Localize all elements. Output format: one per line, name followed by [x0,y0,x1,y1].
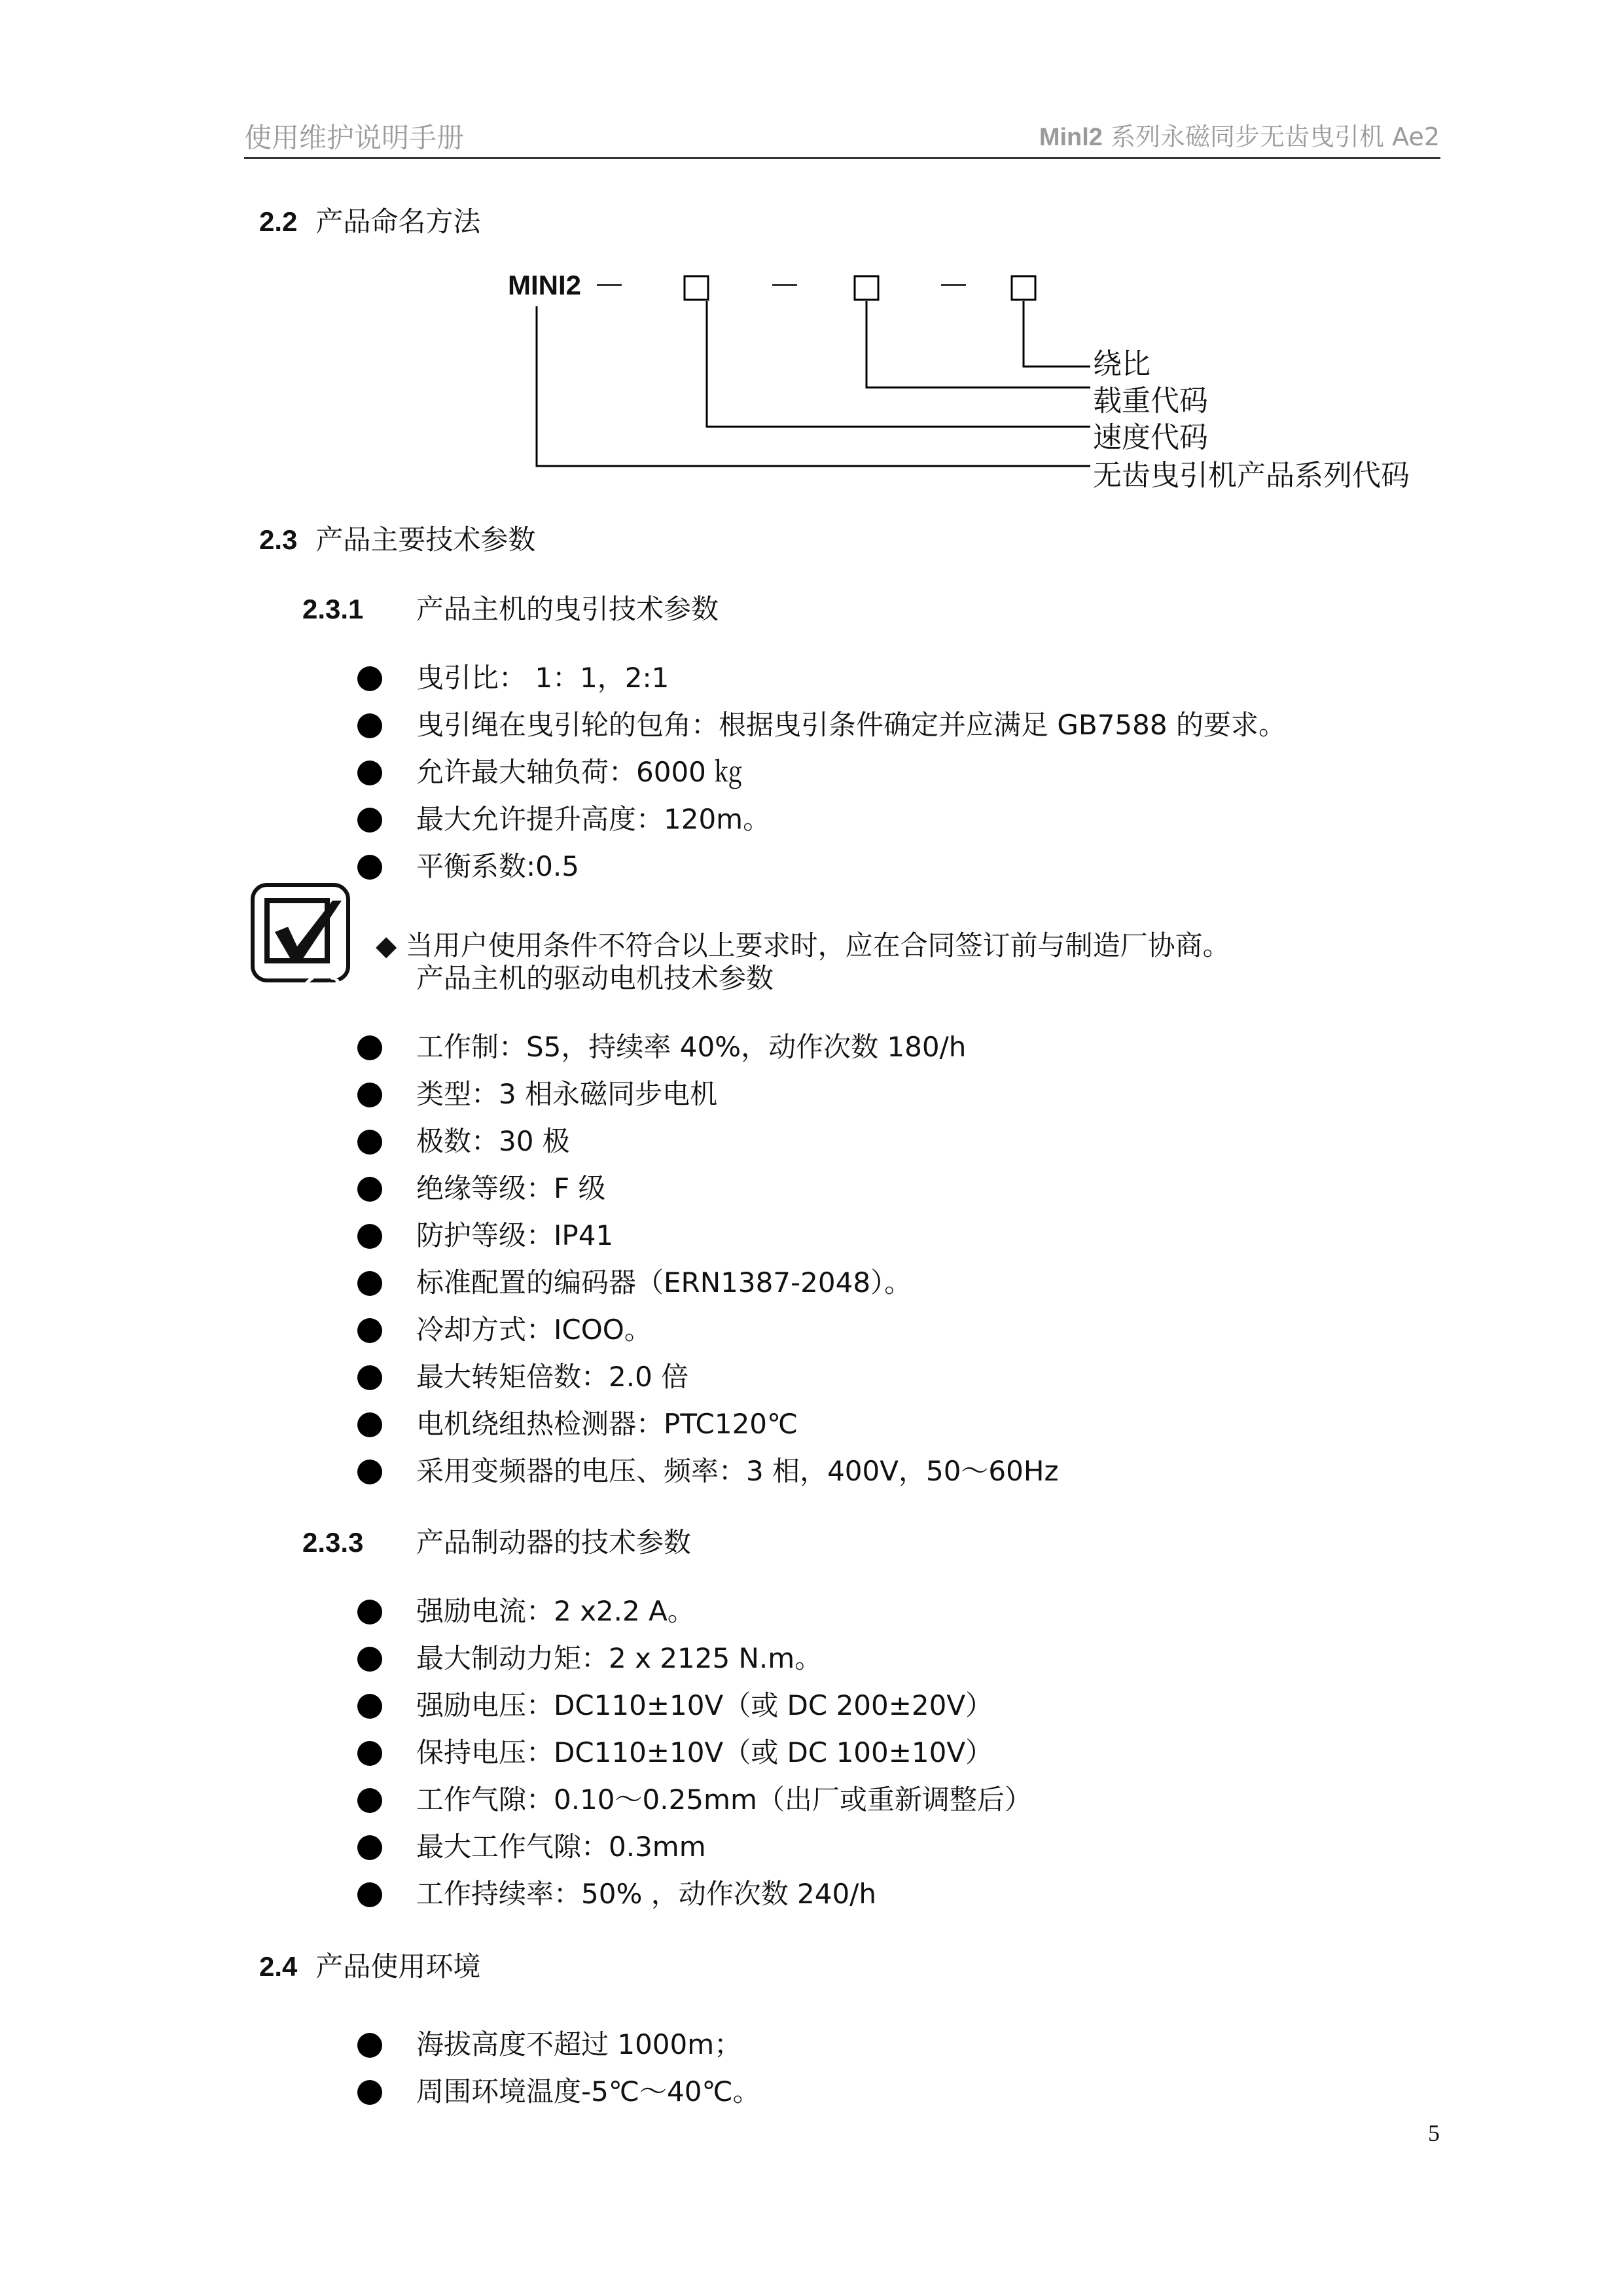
list-item [0,1639,1374,1678]
working-air-gap: 工作气隙：0.10～0.25mm（出厂或重新调整后） [416,1784,1032,1816]
heading-2-2-title: 产品命名方法 [315,206,481,238]
load-leader-line [866,301,1090,387]
bullet-icon [357,713,382,738]
header-product-series: 系列永磁同步无齿曳引机 Ae2 [1102,122,1440,151]
heading-2-3-2-title: 产品主机的驱动电机技术参数 [416,962,774,994]
max-torque-ratio: 最大转矩倍数：2.0 倍 [416,1361,689,1393]
header-model: Minl2 [1039,124,1103,151]
list-item [0,1169,1374,1208]
bullet-icon [357,1647,382,1672]
heading-2-2-number: 2.2 [259,206,298,237]
list-item [0,753,1374,792]
heading-2-3-1-number: 2.3.1 [302,594,364,624]
heading-2-3-1-title: 产品主机的曳引技术参数 [416,593,719,625]
thermal-detector: 电机绕组热检测器：PTC120℃ [416,1408,798,1440]
ambient-temperature: 周围环境温度-5℃～40℃。 [416,2075,760,2108]
bullet-icon [357,1835,382,1860]
list-item [0,1780,1374,1820]
heading-2-3-title: 产品主要技术参数 [315,524,536,556]
series-leader-line [537,306,1090,466]
list-item [0,658,1374,698]
bullet-icon [357,1130,382,1155]
list-item [0,1827,1374,1867]
bullet-icon [357,1460,382,1484]
balance-coefficient: 平衡系数:0.5 [416,850,579,882]
max-shaft-load: 允许最大轴负荷：6000 ㎏ [416,756,743,788]
label-roping: 绕比 [1093,348,1150,381]
bullet-icon [357,1271,382,1296]
excitation-current: 强励电流：2 x2.2 A。 [416,1595,695,1627]
brake-duty-cycle: 工作持续率：50% ，动作次数 240/h [416,1878,876,1910]
list-item [0,1216,1374,1255]
naming-dash-1: — [596,267,623,299]
list-item [0,1357,1374,1397]
motor-type: 类型：3 相永磁同步电机 [416,1078,718,1110]
heading-2-3-number: 2.3 [259,524,298,555]
encoder: 标准配置的编码器（ERN1387-2048）。 [416,1266,912,1299]
list-item [0,800,1374,839]
list-item [0,706,1374,745]
list-item [0,1874,1374,1914]
heading-2-4-title: 产品使用环境 [315,1950,481,1982]
usage-note: ◆ 当用户使用条件不符合以上要求时，应在合同签订前与制造厂协商。 [376,929,1230,961]
list-item [0,1733,1374,1772]
bullet-icon [357,855,382,880]
traction-ratio: 曳引比： 1：1，2:1 [416,662,669,694]
bullet-icon [357,761,382,785]
list-item [0,1310,1374,1350]
list-item [0,1592,1374,1631]
holding-voltage: 保持电压：DC110±10V（或 DC 100±10V） [416,1736,993,1768]
naming-diagram [0,0,1623,524]
list-item [0,847,1374,886]
bullet-icon [357,1177,382,1202]
roping-leader-line [1024,301,1090,367]
roping-code-box [1012,276,1035,300]
naming-prefix: MINI2 [508,270,582,300]
heading-2-4-number: 2.4 [259,1951,298,1982]
list-item [0,1028,1374,1067]
heading-2-3-2 [302,957,774,996]
naming-dash-3: — [940,267,967,299]
heading-2-4 [259,1945,480,1984]
page-number: 5 [1428,2120,1440,2146]
max-braking-torque: 最大制动力矩：2 x 2125 N.m。 [416,1642,823,1674]
bullet-icon [357,1882,382,1907]
excitation-voltage: 强励电压：DC110±10V（或 DC 200±20V） [416,1689,993,1721]
heading-2-3 [259,518,535,558]
max-air-gap: 最大工作气隙：0.3mm [416,1831,706,1863]
max-lift-height: 最大允许提升高度：120m。 [416,803,771,835]
wrap-angle: 曳引绳在曳引轮的包角：根据曳引条件确定并应满足 GB7588 的要求。 [416,709,1286,741]
duty-cycle: 工作制：S5，持续率 40%，动作次数 180/h [416,1031,967,1063]
label-load-code: 载重代码 [1093,384,1208,418]
bullet-icon [357,1412,382,1437]
heading-2-3-2-number: 2.3.2 [302,963,364,994]
list-item [0,1075,1374,1114]
list-item [0,1452,1374,1491]
list-item [0,1122,1374,1161]
inverter-voltage-frequency: 采用变频器的电压、频率：3 相，400V，50～60Hz [416,1455,1059,1487]
speed-code-box [685,276,708,300]
heading-2-3-3 [302,1521,691,1560]
list-item [0,2072,1374,2111]
list-item [0,1686,1374,1725]
altitude-limit: 海拔高度不超过 1000m； [416,2028,742,2060]
speed-leader-line [707,301,1090,427]
bullet-icon [357,1318,382,1343]
list-item [0,1405,1374,1444]
cooling-method: 冷却方式：ICOO。 [416,1314,652,1346]
bullet-icon [357,1083,382,1107]
insulation-class: 绝缘等级：F 级 [416,1172,606,1204]
pole-count: 极数：30 极 [416,1125,570,1157]
bullet-icon [357,1788,382,1813]
heading-2-3-3-title: 产品制动器的技术参数 [416,1526,692,1558]
bullet-icon [357,666,382,691]
bullet-icon [357,2080,382,2105]
load-code-box [855,276,878,300]
heading-2-3-1 [302,588,719,627]
bullet-icon [357,808,382,833]
list-item [0,1263,1374,1302]
list-item [0,2025,1374,2064]
bullet-icon [357,1224,382,1249]
bullet-icon [357,2033,382,2058]
bullet-icon [357,1694,382,1719]
naming-dash-2: — [771,267,798,299]
protection-class: 防护等级：IP41 [416,1219,614,1251]
heading-2-3-3-number: 2.3.3 [302,1527,364,1558]
label-series-code: 无齿曳引机产品系列代码 [1093,459,1410,492]
bullet-icon [357,1035,382,1060]
label-speed-code: 速度代码 [1093,421,1208,454]
bullet-icon [357,1365,382,1390]
header-left-title: 使用维护说明手册 [244,122,465,154]
bullet-icon [357,1741,382,1766]
bullet-icon [357,1600,382,1624]
